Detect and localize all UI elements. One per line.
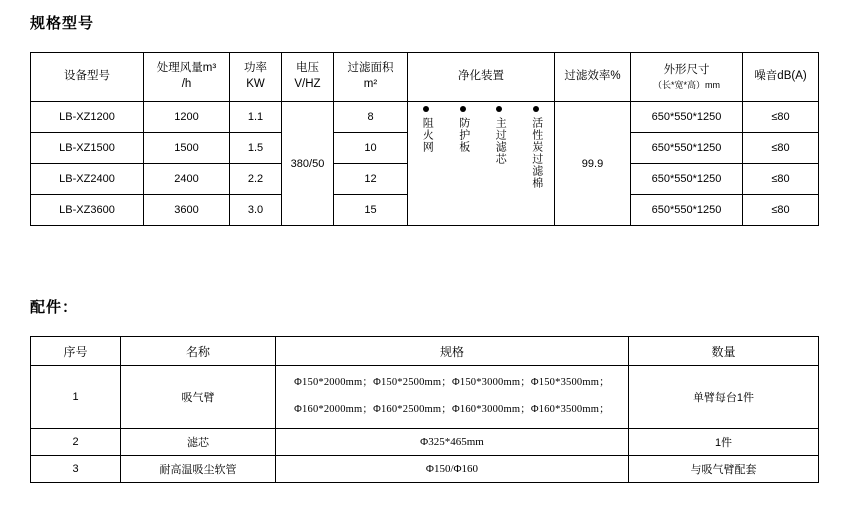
cell-name: 滤芯 [121, 429, 276, 456]
cell-index: 2 [31, 429, 121, 456]
specification-table [30, 52, 819, 226]
col-header-voltage-line1: 电压 [296, 62, 319, 75]
table-row [31, 429, 819, 456]
table-row [31, 102, 819, 133]
col-header-dimension-line1: 外形尺寸 [663, 64, 710, 77]
cell-dimension: 650*550*1250 [631, 133, 743, 164]
cell-power: 3.0 [230, 195, 282, 226]
col-header-efficiency [555, 53, 631, 102]
cell-model: LB-XZ3600 [31, 195, 144, 226]
col-header-efficiency-line1: 过滤效率% [564, 70, 621, 83]
cell-quantity: 1件 [629, 429, 819, 456]
purification-item [493, 106, 505, 165]
cell-airflow: 3600 [144, 195, 230, 226]
cell-filter-area: 12 [334, 164, 408, 195]
cell-model: LB-XZ2400 [31, 164, 144, 195]
col-header-model-line1: 设备型号 [64, 70, 110, 83]
col-header-purification-line1: 净化装置 [458, 70, 504, 83]
cell-quantity: 与吸气臂配套 [629, 456, 819, 483]
col-header-power-line2: KW [246, 78, 265, 90]
cell-filter-area: 15 [334, 195, 408, 226]
cell-noise: ≤80 [743, 102, 819, 133]
col-header-model [31, 53, 144, 102]
cell-purification-device [408, 102, 555, 226]
purification-item-label: 防护板 [457, 117, 470, 153]
table-header-row [31, 53, 819, 102]
purification-item-label: 阻火网 [421, 117, 434, 153]
cell-power: 1.5 [230, 133, 282, 164]
cell-airflow: 2400 [144, 164, 230, 195]
cell-spec [276, 366, 629, 429]
cell-dimension: 650*550*1250 [631, 102, 743, 133]
cell-power: 1.1 [230, 102, 282, 133]
cell-noise: ≤80 [743, 195, 819, 226]
parts-table [30, 336, 819, 483]
bullet-dot-icon [423, 106, 429, 112]
bullet-dot-icon [496, 106, 502, 112]
spec-line-group [276, 366, 628, 428]
purification-item-label: 活性炭过滤棉 [530, 117, 543, 189]
col-header-airflow-line2: /h [181, 78, 192, 90]
purification-item [530, 106, 542, 189]
col-header-power [230, 53, 282, 102]
col-header-noise-line1: 噪音dB(A) [754, 70, 807, 83]
parts-section-heading: 配件： [30, 299, 79, 316]
purification-item [420, 106, 432, 153]
cell-name: 耐高温吸尘软管 [121, 456, 276, 483]
cell-spec: Φ325*465mm [276, 429, 629, 456]
col-header-voltage-line2: V/HZ [294, 78, 321, 90]
cell-index: 1 [31, 366, 121, 429]
cell-filter-area: 10 [334, 133, 408, 164]
cell-airflow: 1500 [144, 133, 230, 164]
col-header-filter-area-line2: m² [363, 78, 378, 90]
cell-index: 3 [31, 456, 121, 483]
purification-item-label: 主过滤芯 [494, 117, 507, 165]
table-row [31, 366, 819, 429]
table-row [31, 456, 819, 483]
cell-dimension: 650*550*1250 [631, 164, 743, 195]
cell-noise: ≤80 [743, 133, 819, 164]
col-header-name: 名称 [121, 337, 276, 366]
cell-filter-area: 8 [334, 102, 408, 133]
spec-line: Φ150*2000mm；Φ150*2500mm；Φ150*3000mm；Φ150*3500mm； [294, 377, 610, 389]
cell-name: 吸气臂 [121, 366, 276, 429]
col-header-power-line1: 功率 [244, 62, 267, 75]
col-header-filter-area-line1: 过滤面积 [347, 62, 394, 75]
cell-dimension: 650*550*1250 [631, 195, 743, 226]
col-header-airflow [144, 53, 230, 102]
purification-item [457, 106, 469, 153]
cell-noise: ≤80 [743, 164, 819, 195]
cell-airflow: 1200 [144, 102, 230, 133]
bullet-dot-icon [460, 106, 466, 112]
col-header-dimension-line2: （长*宽*高）mm [653, 79, 720, 90]
col-header-index: 序号 [31, 337, 121, 366]
col-header-purification [408, 53, 555, 102]
cell-power: 2.2 [230, 164, 282, 195]
table-header-row [31, 337, 819, 366]
cell-filter-efficiency: 99.9 [555, 102, 631, 226]
col-header-voltage [282, 53, 334, 102]
col-header-spec: 规格 [276, 337, 629, 366]
col-header-quantity: 数量 [629, 337, 819, 366]
col-header-dimension [631, 53, 743, 102]
spec-section-heading: 规格型号 [30, 15, 95, 32]
cell-model: LB-XZ1500 [31, 133, 144, 164]
cell-model: LB-XZ1200 [31, 102, 144, 133]
col-header-airflow-line1: 处理风量m³ [156, 62, 217, 75]
col-header-filter-area [334, 53, 408, 102]
spec-line: Φ160*2000mm；Φ160*2500mm；Φ160*3000mm；Φ160*3500mm； [294, 404, 610, 416]
bullet-dot-icon [533, 106, 539, 112]
purification-item-list [408, 102, 554, 225]
cell-spec: Φ150/Φ160 [276, 456, 629, 483]
cell-quantity: 单臂每台1件 [629, 366, 819, 429]
col-header-noise [743, 53, 819, 102]
cell-voltage: 380/50 [282, 102, 334, 226]
